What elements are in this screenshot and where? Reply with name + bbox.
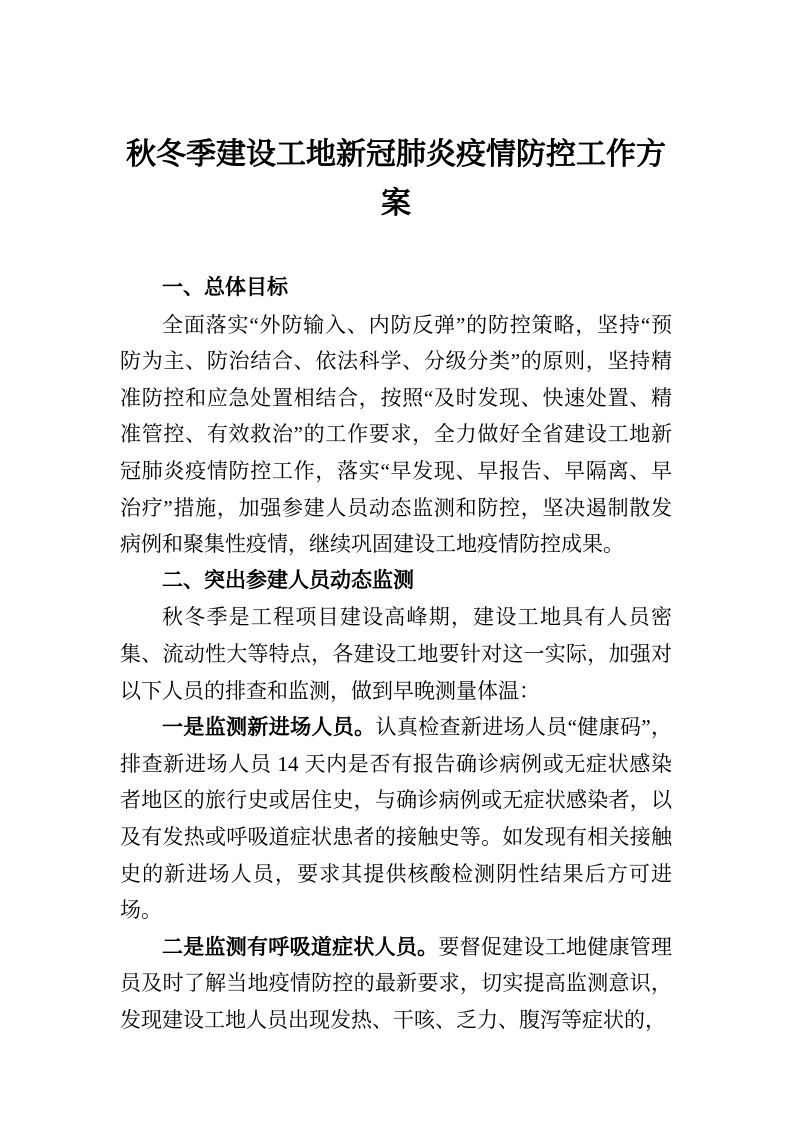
paragraph	[120, 709, 672, 929]
paragraph	[120, 307, 672, 563]
paragraph-lead: 一是监测新进场人员。	[162, 715, 376, 740]
section-heading-1: 一、总体目标	[162, 276, 288, 299]
section-heading-2: 二、突出参建人员动态监测	[162, 568, 414, 592]
paragraph	[120, 929, 672, 1039]
document-title: 秋冬季建设工地新冠肺炎疫情防控工作方案	[126, 138, 666, 220]
document-content	[120, 130, 672, 1038]
paragraph	[120, 599, 672, 709]
paragraph-text: 认真检查新进场人员“健康码”，排查新进场人员 14 天内是否有报告确诊病例或无症状感染者地区的旅行史或居住史，与确诊病例或无症状感染者，以及有发热或呼吸道症状患者的接触史等。如发现有相关接触史的新进场人员，要求其提供核酸检测阴性结果后方可进场。	[120, 715, 673, 923]
paragraph-text: 全面落实“外防输入、内防反弹”的防控策略，坚持“预防为主、防治结合、依法科学、分级分类”的原则，坚持精准防控和应急处置相结合，按照“及时发现、快速处置、精准管控、有效救治”的工作要求，全力做好全省建设工地新冠肺炎疫情防控工作，落实“早发现、早报告、早隔离、早治疗”措施，加强参建人员动态监测和防控，坚决遏制散发病例和聚集性疫情，继续巩固建设工地疫情防控成果。	[120, 312, 672, 557]
paragraph-text: 秋冬季是工程项目建设高峰期，建设工地具有人员密集、流动性大等特点，各建设工地要针对这一实际，加强对以下人员的排查和监测，做到早晚测量体温：	[120, 605, 672, 703]
paragraph-text: 要督促建设工地健康管理员及时了解当地疫情防控的最新要求，切实提高监测意识，发现建设工地人员出现发热、干咳、乏力、腹泻等症状的，	[120, 934, 672, 1032]
paragraph-lead: 二是监测有呼吸道症状人员。	[162, 934, 439, 959]
